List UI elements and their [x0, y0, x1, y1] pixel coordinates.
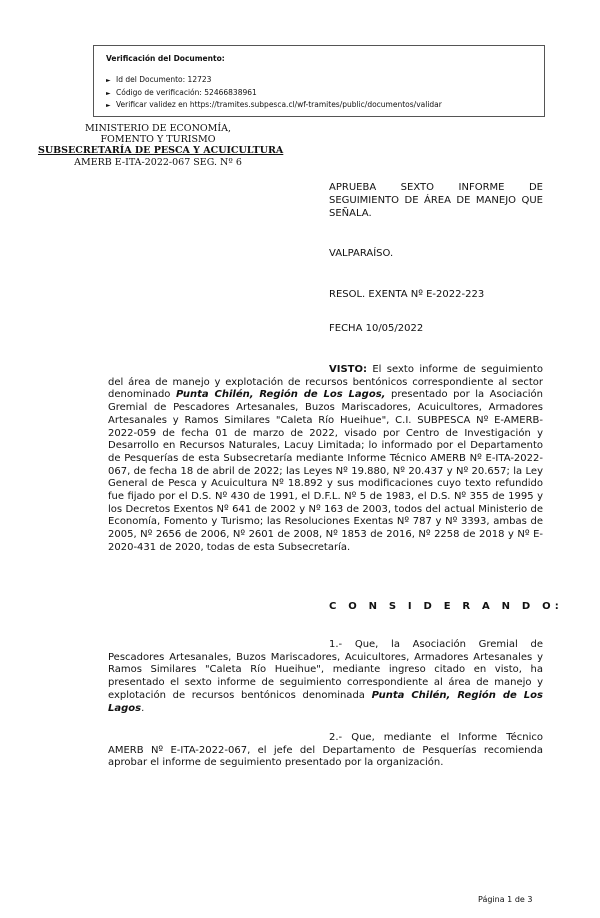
verification-code: Código de verificación: 52466838961 [116, 87, 257, 97]
ministry-name: MINISTERIO DE ECONOMÍA, [84, 123, 232, 134]
considerando-paragraph-1 [108, 639, 543, 715]
considerando-paragraph-2 [108, 732, 543, 770]
bullet-icon: ► [106, 89, 111, 97]
visto-text-2: presentado por la Asociación Gremial de Pescadores Artesanales, Buzos Mariscadores, Acuicultores, Armadores Artesanales y Ramos Similares "Caleta Río Hueihue", C.I. SUBPESCA Nº E-AMERB-2022-059 de fecha 01 de marzo de 2022, visado por Centro de Investigación y Desarrollo en Recursos Naturales, Lacuy Limitada; lo informado por el Departamento de Pesquerías de esta Subsecretaría mediante Informe Técnico AMERB Nº E-ITA-2022-067, de fecha 18 de abril de 2022; las Leyes Nº 19.880, Nº 20.437 y Nº 20.657; la Ley General de Pesca y Acuicultura Nº 18.892 y sus modificaciones cuyo texto refundido fue fijado por el D.S. Nº 430 de 1991, el D.F.L. Nº 5 de 1983, el D.S. Nº 355 de 1995 y los Decretos Exentos Nº 641 de 2002 y Nº 163 de 2003, todos del actual Ministerio de Economía, Fomento y Turismo; las Resoluciones Exentas Nº 787 y Nº 3393, ambas de 2005, Nº 2656 de 2006, Nº 2601 de 2008, Nº 1853 de 2016, Nº 2258 de 2018 y Nº E-2020-431 de 2020, todas de esta Subsecretaría. [108, 389, 543, 553]
list-item [106, 87, 544, 100]
considerando-heading: C O N S I D E R A N D O: [329, 601, 563, 612]
verification-list [106, 74, 544, 112]
document-id: Id del Documento: 12723 [116, 75, 212, 84]
visto-paragraph [108, 364, 543, 555]
p2-text: 2.- Que, mediante el Informe Técnico AMERB Nº E-ITA-2022-067, el jefe del Departamento de Pesquerías recomienda aprobar el informe de seguimiento presentado por la organización. [108, 732, 543, 769]
page-number: Página 1 de 3 [478, 895, 533, 904]
ministry-name-line2: FOMENTO Y TURISMO [100, 134, 216, 145]
verification-box [93, 45, 545, 117]
list-item [106, 74, 544, 87]
list-item[interactable] [106, 99, 544, 112]
p1-text-2: . [141, 702, 145, 714]
p1-text-1: 1.- Que, la Asociación Gremial de Pescadores Artesanales, Buzos Mariscadores, Acuicultores, Armadores Artesanales y Ramos Similares "Caleta Río Hueihue", mediante ingreso citado en visto, ha presentado el sexto informe de seguimiento correspondiente al área de manejo y explotación de recursos bentónicos denominada [108, 639, 543, 701]
visto-place: Punta Chilén, Región de Los Lagos, [175, 389, 386, 401]
resolution-number: RESOL. EXENTA Nº E-2022-223 [329, 289, 485, 300]
visto-text-1: El sexto informe de seguimiento del área de manejo y explotación de recursos bentónicos correspondiente al sector denominado [108, 364, 543, 401]
document-reference: AMERB E-ITA-2022-067 SEG. Nº 6 [74, 157, 242, 168]
resolution-subject: APRUEBA SEXTO INFORME DE SEGUIMIENTO DE ÁREA DE MANEJO QUE SEÑALA. [329, 182, 543, 219]
bullet-icon: ► [106, 77, 111, 84]
verification-title: Verificación del Documento: [106, 54, 225, 63]
visto-label: VISTO: [329, 364, 367, 375]
undersecretariat-name: SUBSECRETARÍA DE PESCA Y ACUICULTURA [38, 145, 284, 156]
p1-place: Punta Chilén, Región de Los Lagos [108, 689, 543, 714]
resolution-date: FECHA 10/05/2022 [329, 323, 424, 334]
bullet-icon: ► [106, 102, 111, 109]
verification-link[interactable]: Verificar validez en https://tramites.subpesca.cl/wf-tramites/public/documentos/validar [116, 100, 442, 109]
place: VALPARAÍSO. [329, 248, 394, 259]
